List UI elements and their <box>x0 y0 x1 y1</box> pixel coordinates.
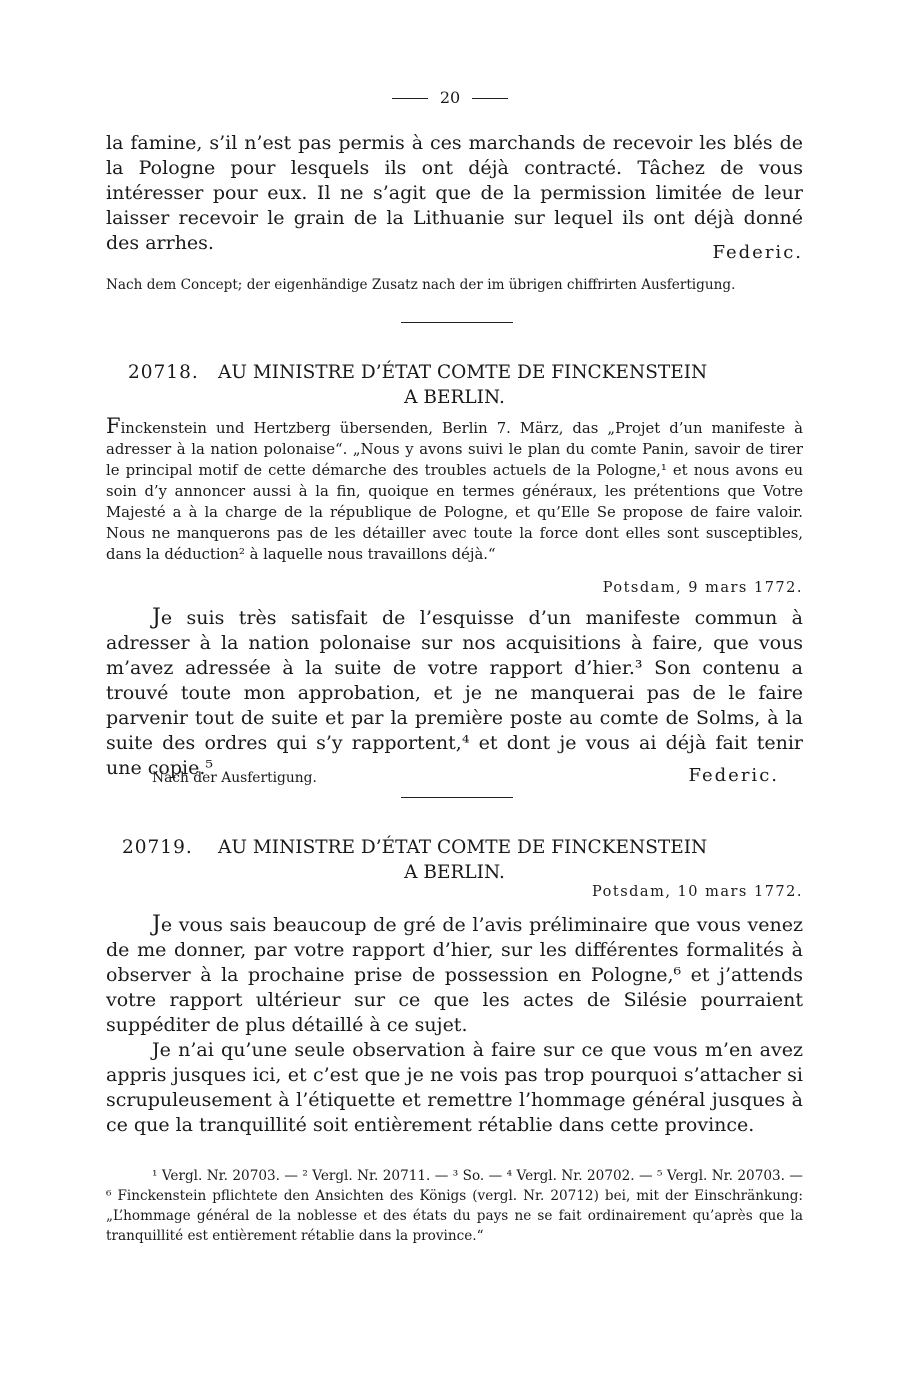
letter-20719-body <box>106 912 803 1138</box>
letter-20718-footer <box>106 765 803 790</box>
summary-text: inckenstein und Hertzberg übersenden, Berlin 7. März, das „Projet d’un manifeste à adresser à la nation polonaise“. „Nous y avons suivi le plan du comte Panin, savoir de tirer le principal motif de cette démarche des troubles actuels de la Pologne,¹ et nous avons eu soin d’y annoncer aussi à la fin, quoique en termes généraux, les prétentions que Votre Majesté a à la charge de la république de Pologne, et qu’Elle Se propose de faire valoir. Nous ne manquerons pas de les détailler avec toute la force dont elles sont susceptibles, dans la déduction² à laquelle nous travaillons déjà.“ <box>106 420 803 563</box>
section-divider <box>401 322 513 323</box>
letter-title-place: A BERLIN. <box>404 862 505 883</box>
paragraph: Je n’ai qu’une seule observation à faire sur ce que vous m’en avez appris jusques ici, et c’est que je ne vois pas trop pourquoi s’attacher si scrupuleusement à l’étiquette et remettre l’hommage général jusques à ce que la tranquillité soit entièrement rétablie dans cette province. <box>106 1039 803 1136</box>
intro-signature: Federic. <box>712 242 803 263</box>
body-initial: J <box>152 605 161 630</box>
footnotes-text: ¹ Vergl. Nr. 20703. — ² Vergl. Nr. 20711. — ³ So. — ⁴ Vergl. Nr. 20702. — ⁵ Vergl. Nr. 20703. — ⁶ Finckenstein pflichtete den Ansichten des Königs (vergl. Nr. 20712) bei, mit der Einschränkung: „L’hommage général de la noblesse et des états du pays ne se fait ordinairement qu’après que la tranquillité est entièrement rétablie dans la province.“ <box>106 1168 803 1244</box>
source-note: Nach der Ausfertigung. <box>152 770 317 786</box>
body-initial: J <box>152 912 161 937</box>
intro-text: la famine, s’il n’est pas permis à ces marchands de recevoir les blés de la Pologne pour lesquels ils ont déjà contracté. Tâchez de vous intéresser pour eux. Il ne s’agit que de la permission limitée de leur laisser recevoir le grain de la Lithuanie sur lequel ils ont déjà donné des arrhes. <box>106 132 803 254</box>
letter-number: 20718. <box>128 362 199 383</box>
intro-source-note: Nach dem Concept; der eigenhändige Zusatz nach der im übrigen chiffrirten Ausfertigung. <box>106 277 736 293</box>
header-dash-right <box>472 98 508 99</box>
letter-title: AU MINISTRE D’ÉTAT COMTE DE FINCKENSTEIN <box>218 362 708 383</box>
letter-number: 20719. <box>122 837 193 858</box>
letter-20719-dateline: Potsdam, 10 mars 1772. <box>591 884 803 900</box>
signature: Federic. <box>688 765 779 786</box>
header-dash-left <box>392 98 428 99</box>
letter-20718-dateline: Potsdam, 9 mars 1772. <box>602 580 803 596</box>
letter-title: AU MINISTRE D’ÉTAT COMTE DE FINCKENSTEIN <box>218 837 708 858</box>
letter-20718-body <box>106 605 803 781</box>
footnotes <box>106 1166 803 1246</box>
page-header <box>0 88 900 107</box>
section-divider <box>401 797 513 798</box>
summary-initial: F <box>106 414 121 438</box>
intro-paragraph <box>106 131 803 256</box>
page-number: 20 <box>439 88 461 107</box>
letter-title-place: A BERLIN. <box>404 387 505 408</box>
paragraph <box>106 912 803 1038</box>
body-text: e suis très satisfait de l’esquisse d’un manifeste commun à adresser à la nation polonaise sur nos acquisitions à faire, que vous m’avez adressée à la suite de votre rapport d’hier.³ Son contenu a trouvé toute mon approbation, et je ne manquerai pas de le faire parvenir tout de suite et par la première poste au comte de Solms, à la suite des ordres qui s’y rapportent,⁴ et dont je vous ai déjà fait tenir une copie.⁵ <box>106 607 803 779</box>
paragraph-text: e vous sais beaucoup de gré de l’avis préliminaire que vous venez de me donner, par votre rapport d’hier, sur les différentes formalités à observer à la prochaine prise de possession en Pologne,⁶ et j’attends votre rapport ultérieur sur ce que les actes de Silésie pourraient suppéditer de plus détaillé à ce sujet. <box>106 914 803 1036</box>
letter-20718-summary <box>106 416 803 565</box>
